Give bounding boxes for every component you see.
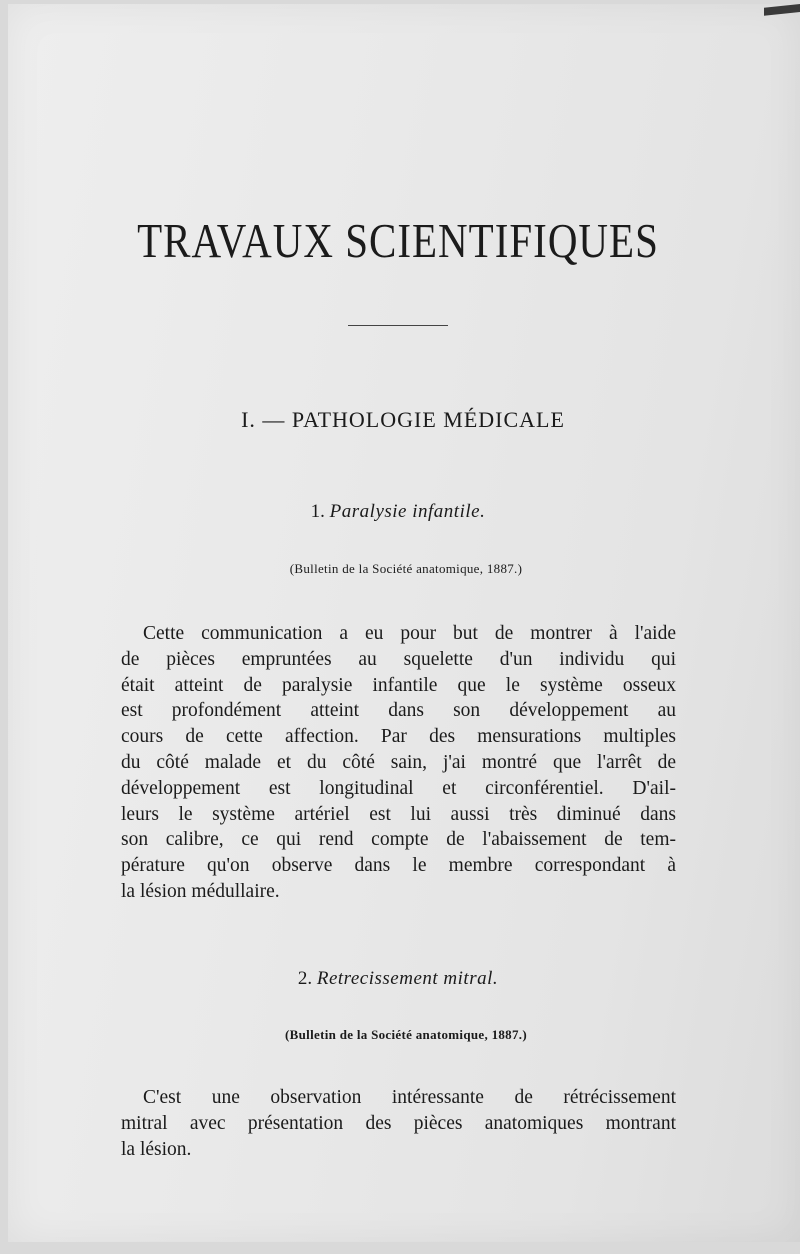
entry-paragraph-1 (121, 621, 676, 905)
paragraph-line: cours de cette affection. Par des mensurations multiples (121, 726, 676, 748)
section-heading: I. — PATHOLOGIE MÉDICALE (241, 407, 565, 432)
entry-number: 1. (310, 501, 325, 522)
entry-number: 2. (297, 968, 313, 989)
paragraph-line: pérature qu'on observe dans le membre correspondant à (121, 855, 676, 877)
paragraph-line: Cette communication a eu pour but de montrer à l'aide (143, 623, 676, 644)
entry-title: Paralysie infantile. (329, 501, 486, 522)
paragraph-line: était atteint de paralysie infantile que le système osseux (121, 674, 676, 696)
entry-heading-2 (8, 968, 788, 990)
title-divider (348, 325, 448, 326)
paragraph-line: est profondément atteint dans son développement au (121, 700, 676, 722)
paragraph-line: développement est longitudinal et circonférentiel. D'ail- (121, 777, 676, 799)
paragraph-line: C'est une observation intéressante de rétrécissement (143, 1087, 676, 1108)
paragraph-line: la lésion médullaire. (121, 880, 280, 902)
paragraph-line: la lésion. (121, 1138, 192, 1160)
page-title: TRAVAUX SCIENTIFIQUES (137, 213, 659, 268)
paragraph-line: de pièces empruntées au squelette d'un individu qui (121, 648, 676, 670)
paragraph-line: son calibre, ce qui rend compte de l'abaissement de tem- (121, 829, 676, 851)
page-edge-mark (764, 4, 800, 16)
entry-citation-2: (Bulletin de la Société anatomique, 1887.) (285, 1027, 527, 1042)
entry-citation-1: (Bulletin de la Société anatomique, 1887.) (289, 561, 523, 576)
entry-paragraph-2 (121, 1085, 676, 1162)
paragraph-line: mitral avec présentation des pièces anatomiques montrant (121, 1112, 676, 1134)
entry-title: Retrecissement mitral. (316, 968, 499, 989)
paragraph-line: du côté malade et du côté sain, j'ai montré que l'arrêt de (121, 751, 676, 773)
entry-heading-1 (8, 501, 788, 523)
scanned-page (8, 4, 800, 1242)
paragraph-line: leurs le système artériel est lui aussi très diminué dans (121, 803, 676, 825)
